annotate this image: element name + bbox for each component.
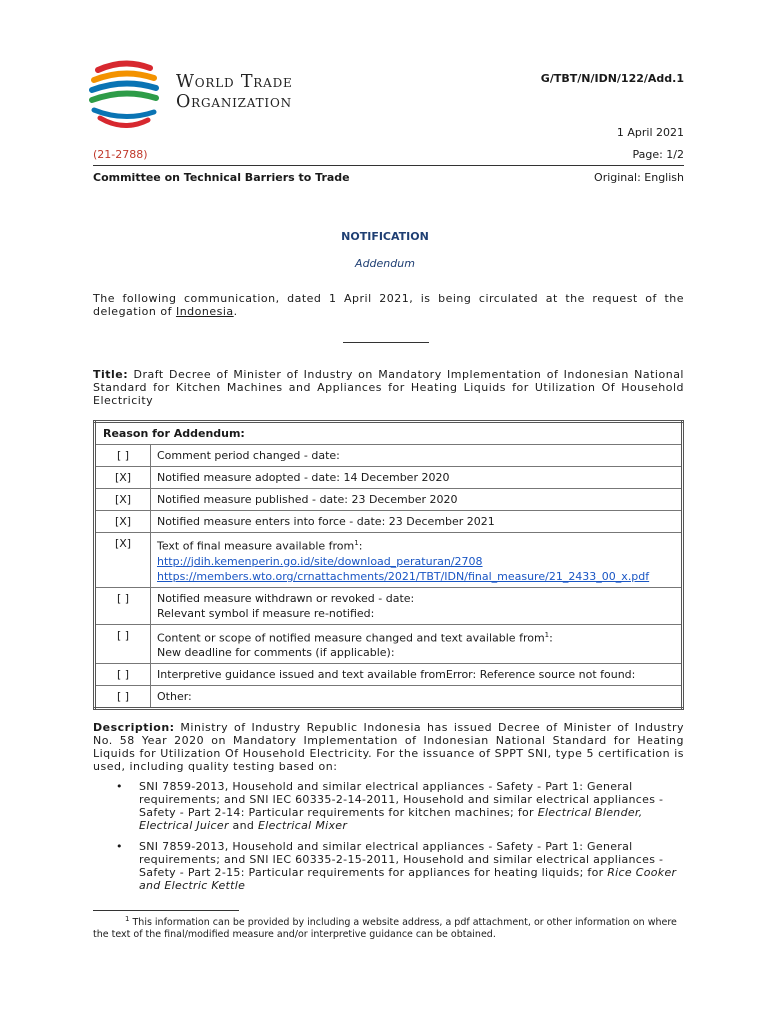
footnote-ref: 1 [354, 539, 359, 547]
list-item-emphasis: Electrical Mixer [257, 819, 348, 832]
standards-list [93, 780, 684, 900]
page-number: Page: 1/2 [632, 148, 684, 161]
row-text-suffix: : [549, 631, 553, 645]
row-text: Notified measure enters into force - date: 23 December 2021 [151, 511, 683, 533]
document-date: 1 April 2021 [616, 126, 684, 139]
row-text: Notified measure adopted - date: 14 December 2020 [151, 467, 683, 489]
row-checkbox: [X] [95, 511, 151, 533]
org-name-line1: World Trade [176, 72, 293, 92]
row-checkbox: [ ] [95, 686, 151, 709]
row-text: Notified measure withdrawn or revoked - date: [157, 591, 415, 605]
table-row [95, 664, 683, 686]
row-checkbox: [ ] [95, 587, 151, 624]
link-wto-attachment[interactable]: https://members.wto.org/crnattachments/2021/TBT/IDN/final_measure/21_2433_00_x.pdf [157, 569, 650, 583]
list-item [93, 840, 684, 892]
row-checkbox: [X] [95, 467, 151, 489]
table-row [95, 533, 683, 588]
row-text-secondary: New deadline for comments (if applicable): [157, 646, 395, 660]
table-row [95, 624, 683, 664]
section-divider [343, 342, 429, 343]
footnote-number: 1 [125, 915, 130, 923]
row-text: Text of final measure available from [157, 539, 355, 553]
description-paragraph [93, 721, 684, 773]
bullet-icon: • [116, 840, 123, 853]
org-name [176, 72, 293, 112]
title-paragraph [93, 368, 684, 407]
list-item-emphasis: Rice Cooker and Electric Kettle [139, 866, 677, 892]
footnote-ref: 1 [544, 630, 550, 639]
footnote-divider [93, 910, 239, 911]
bullet-icon: • [116, 780, 123, 793]
intro-end: . [233, 305, 238, 318]
table-row [95, 511, 683, 533]
list-item-text: SNI 7859-2013, Household and similar electrical appliances - Safety - Part 1: General requirements; and SNI IEC 60335-2-14-2011, Household and similar electrical appliances - Safety - Part 2-14: Particular requirements for kitchen machines; for [139, 780, 664, 819]
row-checkbox: [X] [95, 533, 151, 588]
reason-table [93, 420, 684, 710]
org-name-line2: Organization [176, 92, 292, 112]
table-row [95, 489, 683, 511]
intro-country: Indonesia [175, 305, 234, 318]
original-language: Original: English [594, 171, 684, 184]
table-row [95, 686, 683, 709]
row-text: Content or scope of notified measure changed and text available from [157, 631, 545, 645]
row-cell [151, 624, 683, 664]
row-text: Notified measure published - date: 23 December 2020 [151, 489, 683, 511]
description-label: Description: [93, 721, 175, 734]
title-label: Title: [93, 368, 129, 381]
reference-number: (21-2788) [93, 148, 148, 161]
row-text: Interpretive guidance issued and text available fromError: Reference source not found: [151, 664, 683, 686]
row-checkbox: [X] [95, 489, 151, 511]
list-item-text: SNI 7859-2013, Household and similar electrical appliances - Safety - Part 1: General requirements; and SNI IEC 60335-2-15-2011, Household and similar electrical appliances - Safety - Part 2-15: Particular requirements for appliances for heating liquids; for [139, 840, 664, 879]
wto-emblem-icon [84, 60, 168, 130]
table-row [95, 467, 683, 489]
title-text: Draft Decree of Minister of Industry on Mandatory Implementation of Indonesian National Standard for Kitchen Machines and Appliances for Heating Liquids for Utilization Of Household Electricity [93, 368, 684, 407]
table-row [95, 445, 683, 467]
row-checkbox: [ ] [95, 445, 151, 467]
row-checkbox: [ ] [95, 664, 151, 686]
link-jdih[interactable]: http://jdih.kemenperin.go.id/site/download_peraturan/2708 [157, 554, 483, 568]
row-checkbox: [ ] [95, 624, 151, 664]
row-cell [151, 587, 683, 624]
footnote [93, 913, 684, 941]
intro-text: The following communication, dated 1 April 2021, is being circulated at the request of the delegation of [93, 292, 684, 318]
header-divider [93, 165, 684, 166]
footnote-text: This information can be provided by including a website address, a pdf attachment, or other information on where the text of the final/modified measure and/or interpretive guidance can be obtained. [93, 917, 677, 941]
table-row [95, 587, 683, 624]
document-symbol: G/TBT/N/IDN/122/Add.1 [540, 72, 684, 85]
row-cell [151, 533, 683, 588]
list-item-emphasis: Electrical Blender, Electrical Juicer [139, 806, 643, 832]
table-header-row [95, 422, 683, 445]
row-text: Comment period changed - date: [151, 445, 683, 467]
row-text-suffix: : [358, 539, 363, 553]
reason-heading: Reason for Addendum: [95, 422, 683, 445]
notification-heading: NOTIFICATION [341, 230, 429, 243]
row-text: Other: [151, 686, 683, 709]
wto-logo [84, 60, 334, 130]
description-text: Ministry of Industry Republic Indonesia has issued Decree of Minister of Industry No. 58 Year 2020 on Mandatory Implementation of Indonesian National Standard for Heating Liquids for Utilization Of Household Electricity. For the issuance of SPPT SNI, type 5 certification is used, including quality testing based on: [93, 721, 684, 773]
row-text-secondary: Relevant symbol if measure re-notified: [157, 606, 375, 620]
addendum-subheading: Addendum [355, 257, 415, 270]
list-item-joiner: and [228, 819, 258, 832]
intro-paragraph [93, 292, 684, 318]
committee-name: Committee on Technical Barriers to Trade [93, 171, 350, 184]
list-item [93, 780, 684, 832]
